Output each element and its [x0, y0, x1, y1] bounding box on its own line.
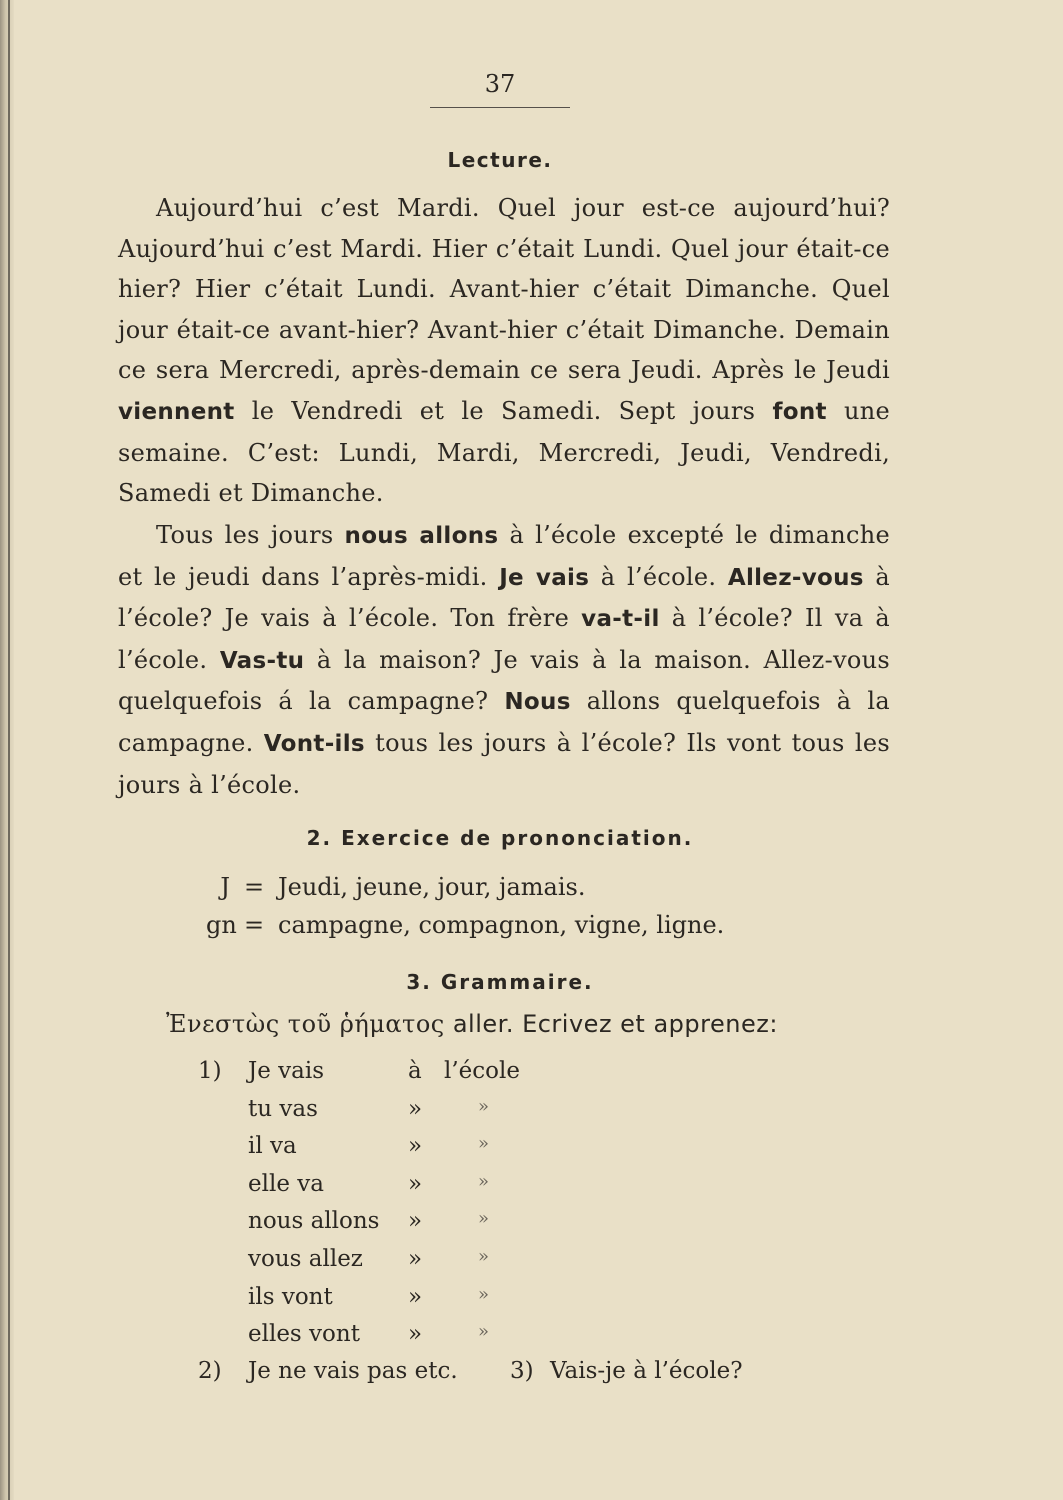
bold-phrase: viennent	[118, 398, 235, 425]
bold-phrase: nous allons	[344, 523, 499, 549]
page-number: 37	[484, 70, 516, 98]
text-run: à l’école? Il va à l’école.	[118, 604, 890, 674]
conjugation-subject: elle va	[248, 1170, 324, 1197]
conjugation-subject: nous allons	[248, 1208, 380, 1235]
conjugation-preposition: »	[408, 1321, 423, 1348]
bold-phrase: Je vais	[499, 564, 590, 591]
bold-phrase: Nous	[504, 689, 571, 716]
text-run: le Vendredi et le Samedi. Sept jours	[234, 396, 773, 425]
conjugation-subject: tu vas	[248, 1095, 318, 1122]
conjugation-subject: ils vont	[248, 1283, 333, 1310]
conjugation-destination: l’école	[444, 1058, 520, 1084]
item-number: 3)	[510, 1358, 534, 1384]
pronunciation-line	[206, 906, 724, 944]
text-run: à l’école excepté le dimanche et le jeudi dans l’après-midi.	[118, 521, 890, 591]
exercise-heading: 2. Exercice de prononciation.	[306, 826, 694, 850]
question-form-text: Vais-je à l’école?	[550, 1358, 743, 1384]
conjugation-destination: »	[478, 1170, 490, 1192]
conjugation-subject: Je vais	[248, 1058, 325, 1084]
item-number: 1)	[198, 1058, 222, 1084]
bold-phrase: Vas-tu	[219, 647, 305, 674]
conjugation-subject: elles vont	[248, 1321, 360, 1348]
conjugation-subject: vous allez	[248, 1246, 363, 1272]
binding-line	[8, 0, 10, 1500]
conjugation-preposition: »	[408, 1170, 423, 1197]
item-number: 2)	[198, 1358, 222, 1384]
text-run: à l’école? Je vais à l’école. Ton frère	[118, 562, 890, 633]
conjugation-preposition: »	[408, 1208, 423, 1235]
lecture-heading: Lecture.	[447, 148, 553, 172]
pronunciation-symbol: J	[220, 873, 230, 901]
text-run: tous les jours à l’école? Ils vont tous les jours à l’école.	[118, 728, 890, 799]
page-edge	[0, 0, 14, 1500]
bold-phrase: Vont-ils	[263, 730, 365, 757]
page-number-rule	[430, 107, 570, 108]
text-run: Aujourd’hui c’est Mardi. Quel jour est-ce aujourd’hui? Aujourd’hui c’est Mardi. Hier c’était Lundi. Quel jour était-ce hier? Hier c’était Lundi. Avant-hier c’était Dimanche. Quel jour était-ce avant-hier? Avant-hier c’était Dimanche. Demain ce sera Mercredi, après-demain ce sera Jeudi. Après le Jeudi	[118, 194, 890, 385]
negative-form-text: Je ne vais pas etc.	[248, 1358, 458, 1384]
lecture-paragraph-2	[118, 515, 890, 805]
text-run: à l’école.	[589, 562, 728, 591]
conjugation-destination: »	[478, 1283, 490, 1305]
grammar-intro	[166, 1010, 778, 1038]
conjugation-preposition: »	[408, 1283, 423, 1310]
text-run: à la maison? Je vais à la maison. Allez-vous quelquefois á la campagne?	[118, 645, 890, 716]
conjugation-destination: »	[478, 1208, 490, 1230]
grammar-intro-greek: Ἐνεστὼς τοῦ ῥήματος	[166, 1010, 445, 1038]
bold-phrase: Allez-vous	[727, 564, 864, 591]
conjugation-preposition: »	[408, 1246, 423, 1272]
grammar-intro-french: aller. Ecrivez et apprenez:	[452, 1010, 778, 1038]
equals-sign: =	[243, 911, 265, 939]
conjugation-destination: »	[478, 1095, 490, 1117]
equals-sign: =	[243, 873, 265, 901]
text-run: une semaine. C’est: Lundi, Mardi, Mercredi, Jeudi, Vendredi, Samedi et Dimanche.	[118, 396, 890, 508]
pronunciation-words: campagne, compagnon, vigne, ligne.	[278, 911, 725, 939]
pronunciation-words: Jeudi, jeune, jour, jamais.	[278, 873, 586, 901]
text-run: Tous les jours	[156, 521, 345, 549]
conjugation-preposition: à	[408, 1058, 422, 1084]
grammar-heading: 3. Grammaire.	[406, 970, 594, 994]
bold-phrase: font	[772, 398, 827, 425]
conjugation-destination: »	[478, 1246, 490, 1267]
bold-phrase: va-t-il	[581, 606, 660, 633]
conjugation-subject: il va	[248, 1133, 297, 1160]
conjugation-preposition: »	[408, 1133, 423, 1160]
conjugation-destination: »	[478, 1321, 490, 1343]
lecture-paragraph-1	[118, 188, 890, 514]
pronunciation-symbol: gn	[206, 911, 237, 939]
conjugation-destination: »	[478, 1133, 490, 1155]
text-run: allons quelquefois à la campagne.	[118, 687, 890, 757]
pronunciation-line	[206, 868, 585, 906]
conjugation-preposition: »	[408, 1095, 423, 1122]
